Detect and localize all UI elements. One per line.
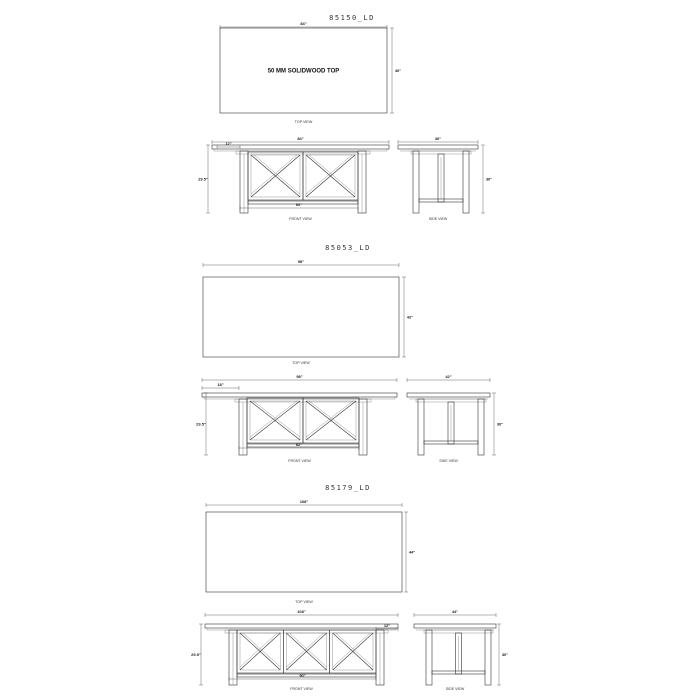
apron — [225, 630, 388, 633]
apron — [424, 630, 493, 633]
front-width-dimension: 84" — [297, 136, 304, 142]
table-leg — [413, 151, 419, 213]
side-stretcher — [424, 441, 478, 444]
table-leg — [426, 630, 432, 685]
front-width-dimension: 108" — [297, 609, 306, 615]
top-view — [203, 259, 413, 365]
tabletop-edge — [407, 393, 490, 397]
top-view — [220, 21, 401, 124]
model-1 — [198, 14, 492, 221]
table-leg — [418, 399, 424, 455]
side-height-dimension: 30" — [485, 176, 493, 182]
bottom-stretcher — [237, 674, 376, 677]
top-view — [206, 499, 415, 604]
front-view-caption: FRONT VIEW — [289, 217, 312, 221]
overhang-dimension: 12" — [383, 623, 391, 629]
model-code: 85150_LD — [329, 14, 375, 22]
top-material-note: 50 MM SOLIDWOOD TOP — [267, 68, 340, 75]
front-width-dimension: 98" — [296, 374, 303, 380]
apron — [416, 399, 486, 402]
tabletop-edge — [202, 393, 397, 397]
model-code: 85053_LD — [325, 244, 371, 252]
top-width-dimension: 108" — [299, 499, 309, 505]
front-view-caption: FRONT VIEW — [290, 687, 313, 691]
base-width-dimension: 60" — [295, 202, 303, 208]
height-dimension: 29.5" — [198, 176, 208, 182]
side-view-caption: SIDE VIEW — [439, 459, 458, 463]
tabletop-edge — [205, 624, 398, 628]
side-width-dimension: 42" — [445, 374, 452, 380]
base-width-dimension: 90" — [299, 673, 306, 679]
front-view — [191, 609, 398, 691]
overhang-dimension: 18" — [217, 382, 224, 388]
top-width-dimension: 98" — [297, 259, 305, 265]
height-dimension: 29.5" — [196, 421, 206, 427]
side-width-dimension: 44" — [451, 609, 459, 615]
top-depth-dimension: 44" — [408, 549, 416, 555]
side-view-caption: SIDE VIEW — [428, 217, 448, 221]
table-top-outline — [203, 277, 399, 357]
side-view — [407, 374, 503, 463]
top-width-dimension: 84" — [300, 21, 307, 27]
side-stretcher — [419, 199, 463, 202]
apron — [411, 151, 471, 154]
side-width-dimension: 40" — [434, 136, 442, 142]
front-view — [198, 136, 389, 221]
side-height-dimension: 30" — [496, 421, 504, 427]
side-view — [414, 609, 508, 691]
front-view-caption: FRONT VIEW — [288, 459, 311, 463]
tabletop-edge — [414, 624, 496, 628]
bottom-stretcher — [248, 201, 358, 204]
top-view-caption: TOP VIEW — [292, 361, 310, 365]
side-height-dimension: 30" — [501, 652, 509, 657]
top-view-caption: TOP VIEW — [295, 600, 313, 604]
side-stretcher — [432, 671, 485, 674]
side-view — [398, 136, 492, 221]
top-depth-dimension: 40" — [394, 68, 402, 73]
table-leg — [485, 630, 491, 685]
overhang-dimension: 12" — [225, 141, 232, 147]
top-view-caption: TOP VIEW — [294, 120, 313, 124]
table-top-outline — [206, 512, 402, 592]
front-view — [196, 374, 397, 463]
tabletop-edge — [398, 145, 478, 149]
base-width-dimension: 62" — [295, 442, 303, 448]
table-leg — [478, 399, 484, 455]
bottom-stretcher — [247, 444, 359, 447]
top-depth-dimension: 42" — [406, 314, 414, 320]
model-2 — [196, 244, 503, 463]
table-leg — [463, 151, 469, 213]
side-view-caption: SIDE VIEW — [445, 687, 465, 691]
height-dimension: 29.5" — [191, 652, 201, 657]
model-3 — [191, 484, 508, 691]
model-code: 85179_LD — [325, 484, 371, 492]
